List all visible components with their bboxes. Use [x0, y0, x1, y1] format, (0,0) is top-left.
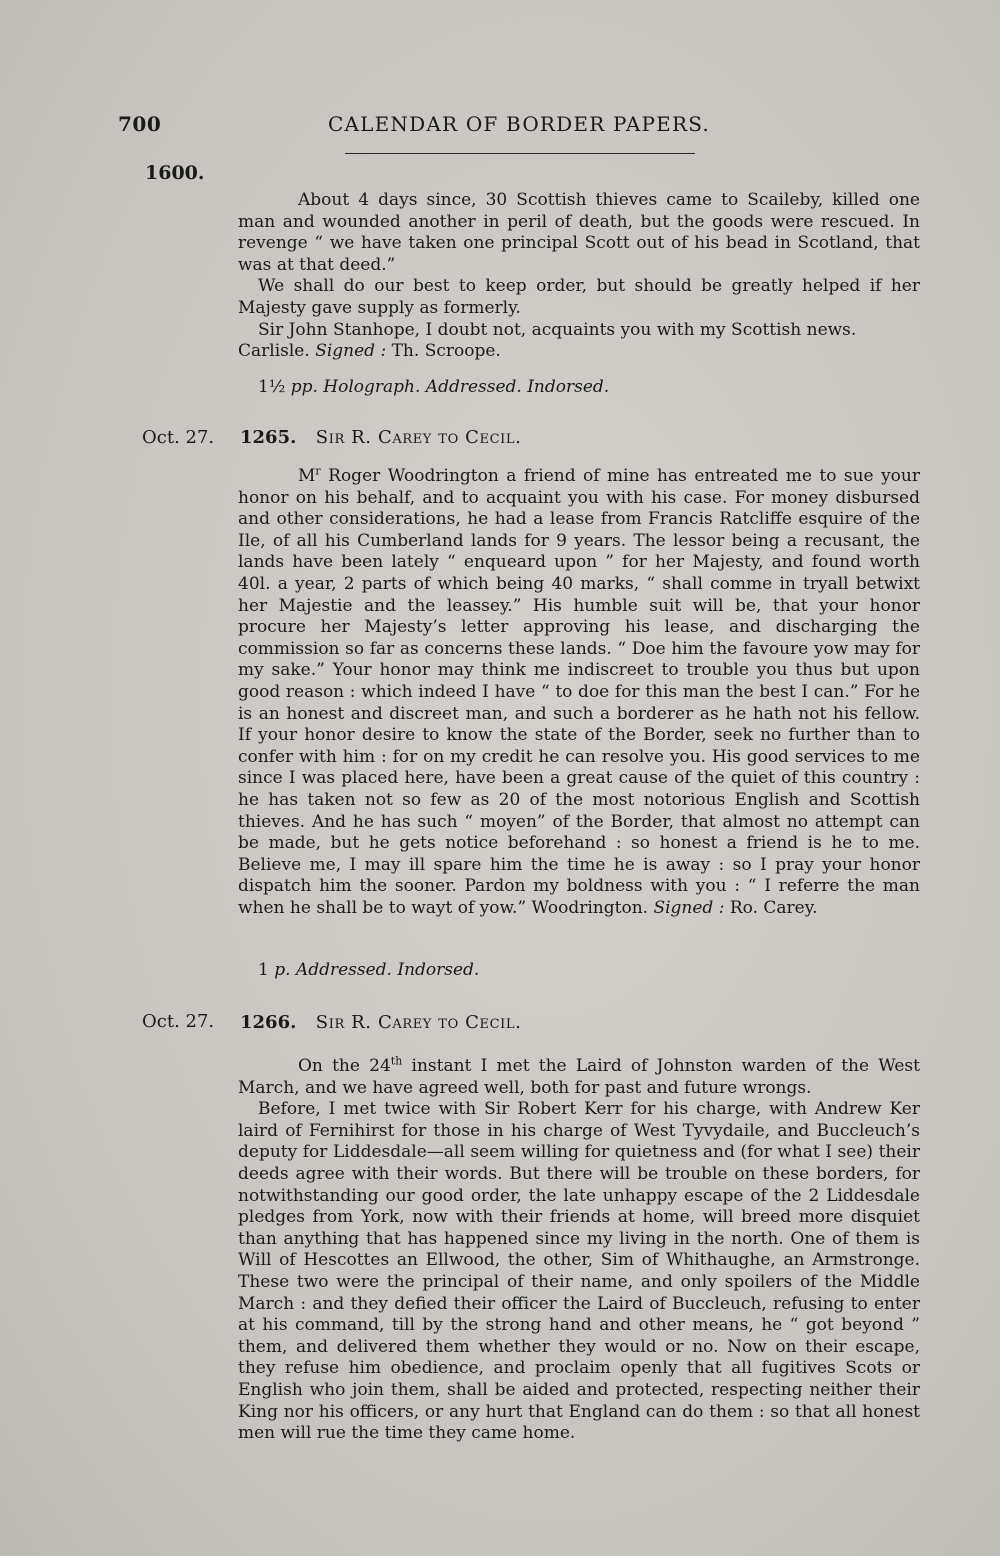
signature-line [238, 341, 920, 363]
entry-title: Sir R. Carey to Cecil. [315, 1012, 522, 1033]
paragraph-text: instant I met the Laird of Johnston warden of the West March, and we have agreed well, both for past and future wrongs. [238, 1056, 920, 1098]
entry-heading [240, 1012, 521, 1033]
entry-number: 1266. [240, 1012, 297, 1033]
paragraph: About 4 days since, 30 Scottish thieves came to Scaileby, killed one man and wounded another in peril of death, but the goods were rescued. In revenge “ we have taken one principal Scott out of his bead in Scotland, that was at that deed.” [238, 190, 920, 275]
signer: Ro. Carey. [729, 897, 818, 918]
note-pages: 1 [258, 960, 269, 980]
entry-number: 1265. [240, 427, 297, 448]
paragraph: We shall do our best to keep order, but should be greatly helped if her Majesty gave supply as formerly. [238, 276, 920, 318]
ordinal-superscript: th [390, 1054, 403, 1068]
paragraph [238, 466, 920, 919]
paragraph [238, 1056, 920, 1099]
signature-place: Carlisle. [238, 341, 310, 362]
entry-date: Oct. 27. [142, 1011, 215, 1032]
signer: Th. Scroope. [391, 341, 501, 362]
entry-heading [240, 427, 521, 448]
entry-date: Oct. 27. [142, 427, 215, 448]
note-text: pp. Holograph. Addressed. Indorsed. [290, 377, 610, 397]
salutation-superscript: r [315, 464, 321, 478]
signed-label: Signed : [653, 897, 725, 918]
signed-label: Signed : [315, 341, 387, 362]
page-number: 700 [118, 112, 162, 136]
document-note [258, 377, 609, 397]
note-text: p. Addressed. Indorsed. [274, 960, 480, 980]
document-note [258, 960, 479, 980]
note-pages: 1½ [258, 377, 286, 397]
entry-title: Sir R. Carey to Cecil. [315, 427, 522, 448]
letter-body [238, 466, 920, 919]
continuation-letter [238, 190, 920, 363]
salutation: M [298, 466, 316, 486]
paragraph: Before, I met twice with Sir Robert Kerr for his charge, with Andrew Ker laird of Fernihirst for those in his charge of West Tyvydaile, and Buccleuch’s deputy for Liddesdale—all seem willing for quietness and (for what I see) their deeds agree with their words. But there will be trouble on these borders, for notwithstanding our good order, the late unhappy escape of the 2 Liddesdale pledges from York, now with their friends at home, will breed more disquiet than anything that has happened since my living in the north. One of them is Will of Hescottes an Ellwood, the other, Sim of Whithaughe, an Armstronge. These two were the principal of their name, and only spoilers of the Middle March : and they defied their officer the Laird of Buccleuch, refusing to enter at his command, till by the strong hand and other means, he “ got beyond ” them, and delivered them whether they would or no. Now on their escape, they refuse him obedience, and proclaim openly that all fugitives Scots or English who join them, shall be aided and protected, respecting neither their King nor his officers, or any hurt that England can do them : so that all honest men will rue the time they came home. [238, 1099, 920, 1444]
page-header [118, 112, 938, 152]
paragraph: Sir John Stanhope, I doubt not, acquaints you with my Scottish news. [258, 319, 857, 340]
running-title: CALENDAR OF BORDER PAPERS. [328, 112, 710, 136]
header-rule [345, 153, 695, 154]
year-marker: 1600. [145, 162, 205, 184]
paragraph-text: Roger Woodrington a friend of mine has entreated me to sue your honor on his behalf, and to acquaint you with his case. For money disbursed and other considerations, he had a lease from Francis Ratcliffe esquire of the Ile, of all his Cumberland lands for 9 years. The lessor being a recusant, the lands have been lately “ enqueard upon ” for her Majesty, and found worth 40l. a year, 2 parts of which being 40 marks, “ shall comme in tryall betwixt her Majestie and the leassey.” His humble suit will be, that your honor procure her Majesty’s letter approving his lease, and discharging the commission so far as concerns these lands. “ Doe him the favoure yow may for my sake.” Your honor may think me indiscreet to trouble you thus but upon good reason : which indeed I have “ to doe for this man the best I can.” For he is an honest and discreet man, and such a borderer as he hath not his fellow. If your honor desire to know the state of the Border, seek no further than to confer with him : for on my credit he can resolve you. His good services to me since I was placed here, have been a great cause of the quiet of this country : he has taken not so few as 20 of the most notorious English and Scottish thieves. And he has such “ moyen” of the Border, that almost no attempt can be made, but he gets notice beforehand : so honest a friend is he to me. Believe me, I may ill spare him the time he is away : so I pray your honor dispatch him the sooner. Pardon my boldness with you : “ I referre the man when he shall be to wayt of yow.” Woodrington. [238, 466, 920, 918]
letter-body [238, 1056, 920, 1445]
paragraph-text: On the 24 [298, 1056, 391, 1076]
